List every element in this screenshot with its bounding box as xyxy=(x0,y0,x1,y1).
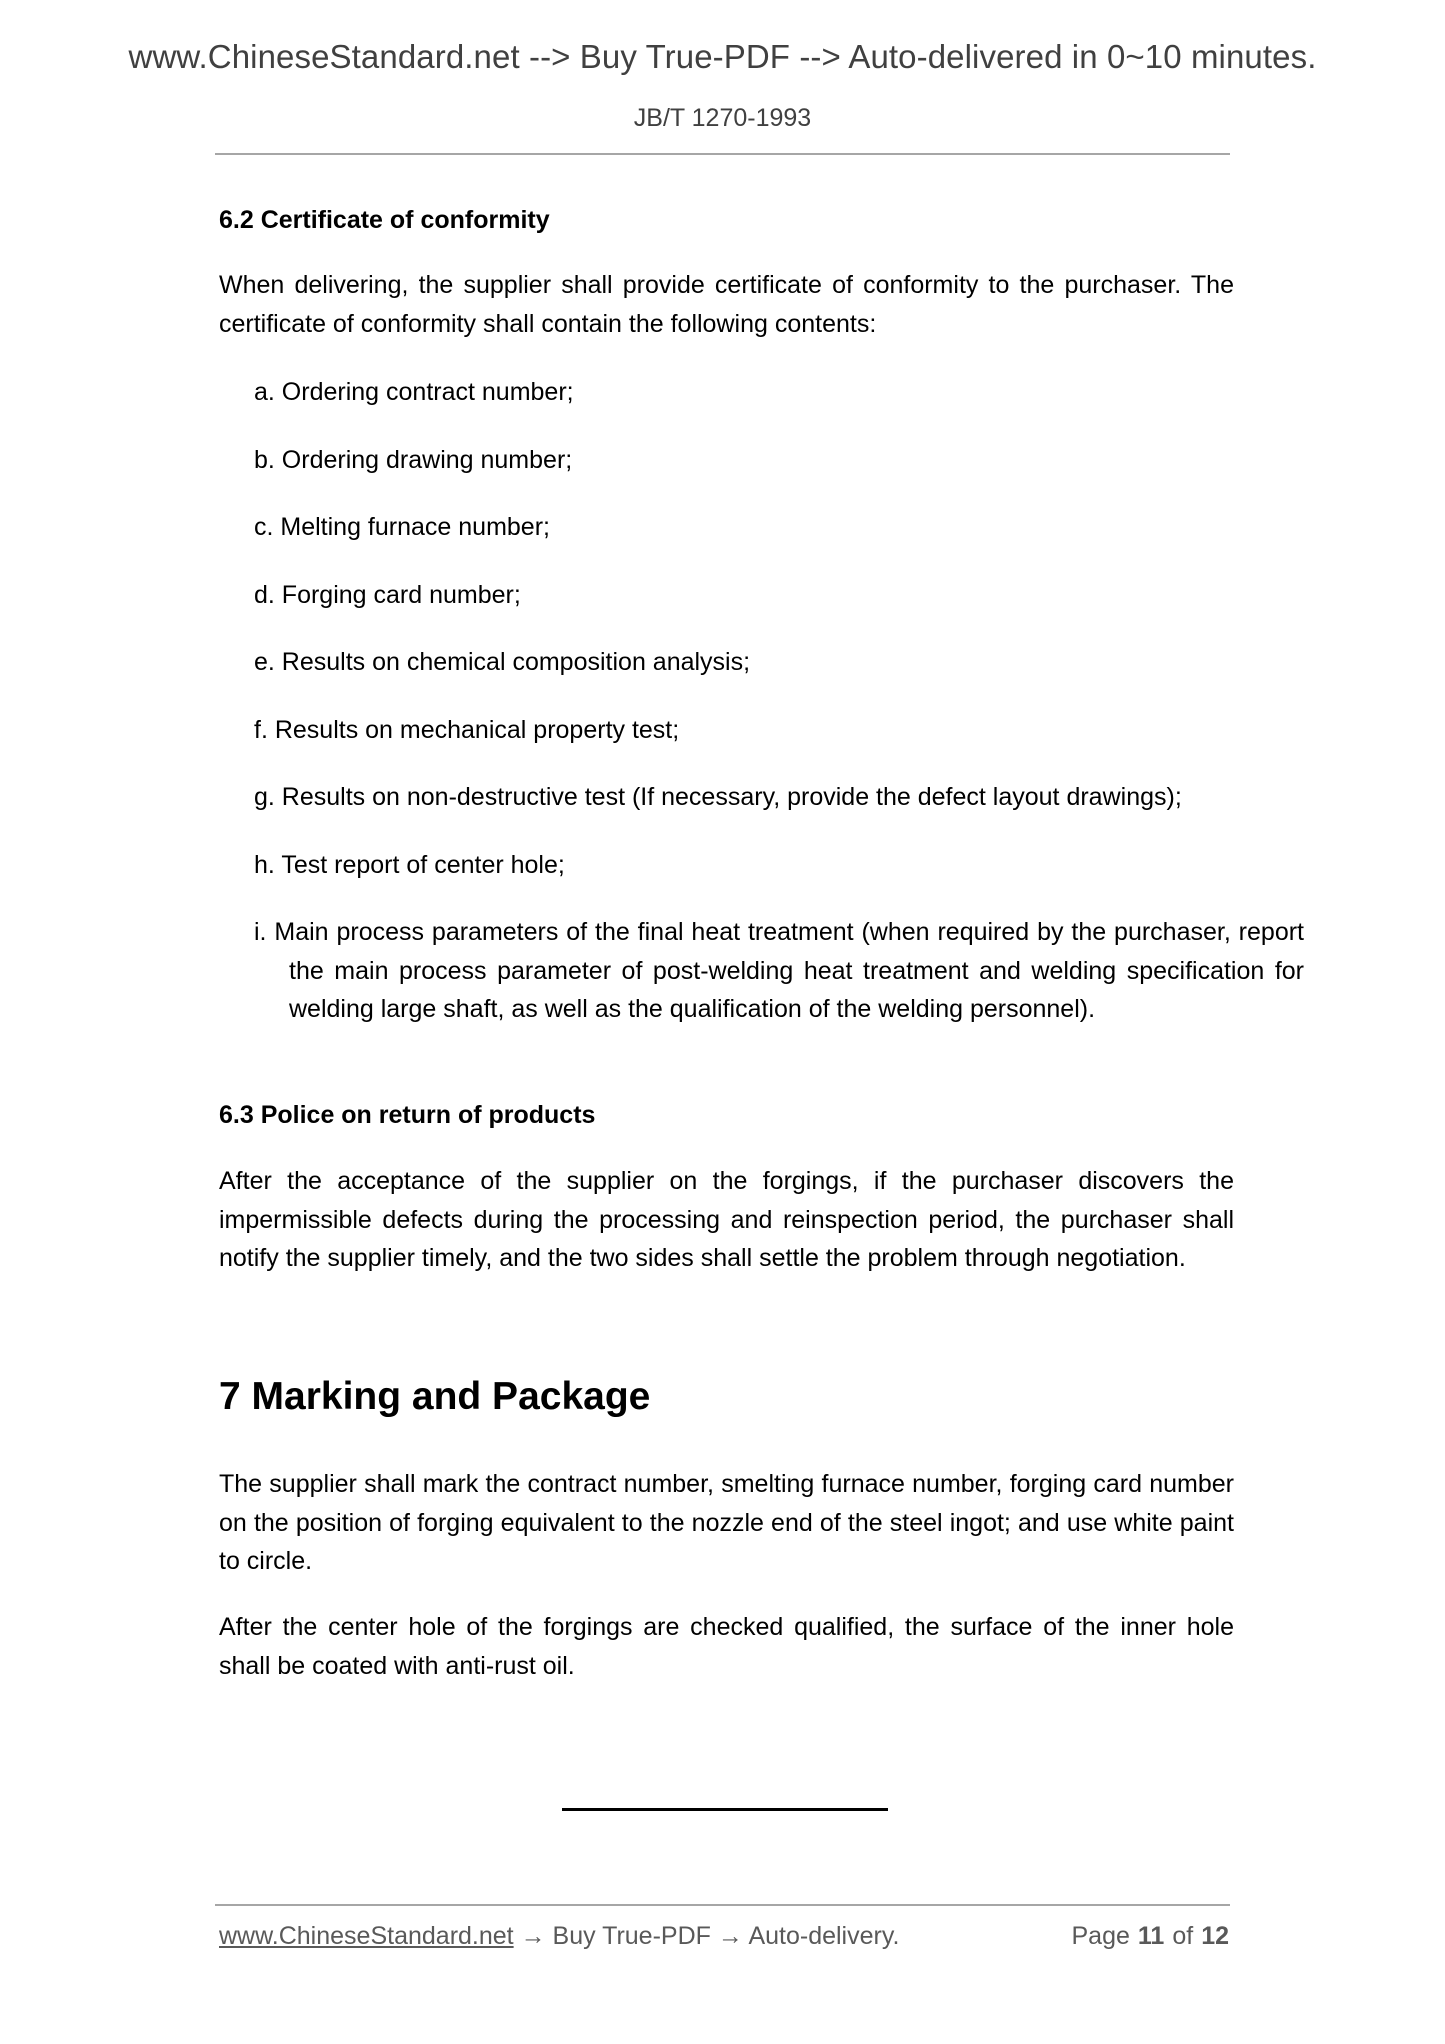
header-divider xyxy=(215,153,1230,155)
footer-buy-text: Buy True-PDF xyxy=(552,1922,711,1950)
section-7-paragraph: After the center hole of the forgings are checked qualified, the surface of the inner hole shall be coated with anti-rust oil. xyxy=(219,1613,1234,1680)
footer-promo xyxy=(219,1922,899,1951)
footer-site-link[interactable]: www.ChineseStandard.net xyxy=(219,1922,514,1950)
list-item: f. Results on mechanical property test; xyxy=(254,716,680,744)
document-code: JB/T 1270-1993 xyxy=(633,104,812,132)
page-footer xyxy=(219,1922,1229,1951)
section-6-3-body: After the acceptance of the supplier on the forgings, if the purchaser discovers the impermissible defects during the processing and reinspection period, the purchaser shall notify the supplier timely, and the two sides shall settle the problem through negotiation. xyxy=(219,1167,1234,1272)
of-label: of xyxy=(1172,1922,1194,1950)
page-current: 11 xyxy=(1137,1922,1165,1950)
list-item: c. Melting furnace number; xyxy=(254,513,550,541)
section-6-2-intro: When delivering, the supplier shall provide certificate of conformity to the purchaser. The certificate of conformity shall contain the following contents: xyxy=(219,271,1234,338)
list-item: e. Results on chemical composition analysis; xyxy=(254,648,751,676)
section-heading-7: 7 Marking and Package xyxy=(219,1375,651,1418)
page-total: 12 xyxy=(1201,1922,1229,1950)
list-item: d. Forging card number; xyxy=(254,581,521,609)
list-item: g. Results on non-destructive test (If necessary, provide the defect layout drawings); xyxy=(254,783,1182,811)
page-indicator xyxy=(1072,1922,1230,1951)
footer-divider xyxy=(215,1904,1230,1906)
list-item: i. Main process parameters of the final heat treatment (when required by the purchaser, report the main process parameter of post-welding heat treatment and welding specification for welding large shaft, as well as the qualification of the welding personnel). xyxy=(254,918,1304,1023)
end-of-document-rule xyxy=(562,1808,888,1811)
arrow-right-icon: → xyxy=(717,1922,743,1950)
list-item: b. Ordering drawing number; xyxy=(254,446,573,474)
list-item: a. Ordering contract number; xyxy=(254,378,574,406)
page-label: Page xyxy=(1071,1922,1130,1950)
list-item: h. Test report of center hole; xyxy=(254,851,565,879)
section-heading-6-3: 6.3 Police on return of products xyxy=(219,1101,596,1129)
arrow-right-icon: → xyxy=(520,1922,546,1950)
site-banner: www.ChineseStandard.net --> Buy True-PDF --> Auto-delivered in 0~10 minutes. xyxy=(128,38,1317,75)
section-heading-6-2: 6.2 Certificate of conformity xyxy=(219,206,550,234)
section-7-paragraph: The supplier shall mark the contract number, smelting furnace number, forging card number on the position of forging equivalent to the nozzle end of the steel ingot; and use white paint to circle. xyxy=(219,1470,1234,1575)
footer-delivery-text: Auto-delivery. xyxy=(748,1922,900,1950)
